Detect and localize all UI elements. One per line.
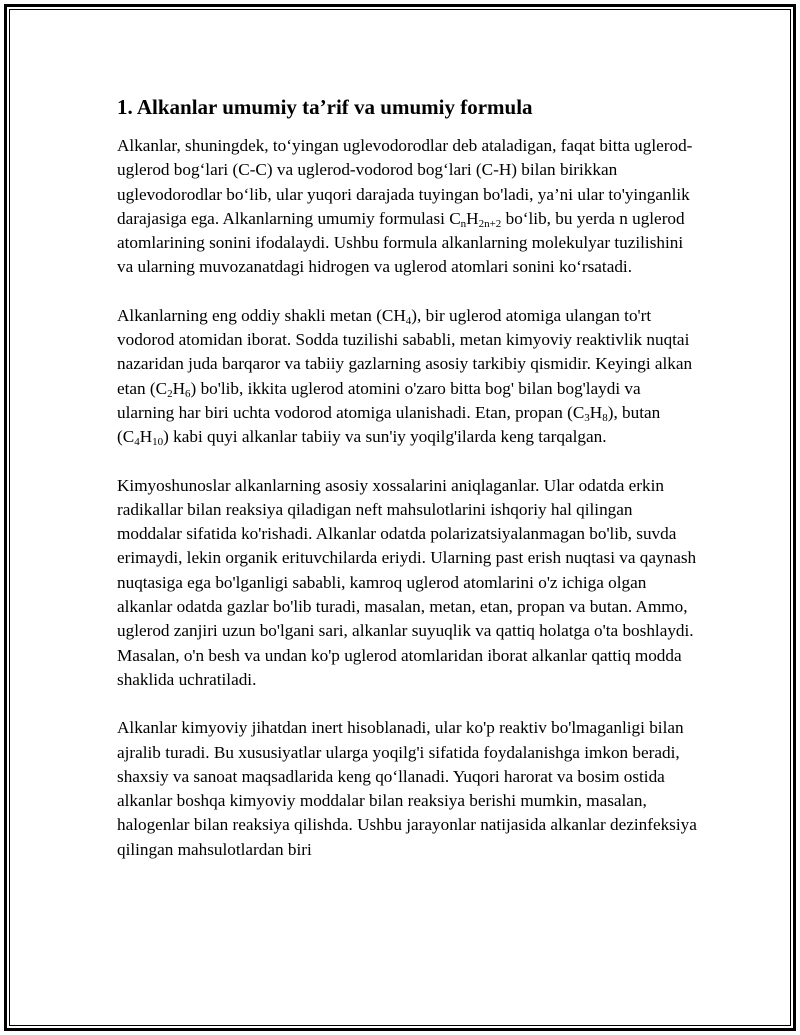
p1-text-a: Alkanlar, shuningdek, to‘yingan uglevodorodlar deb ataladigan, faqat bitta uglerod-uglerod bog‘lari (C-C) va uglerod-vodorod bog‘lari (C-H) bilan birikkan uglevodorodlar bo‘lib, ular yuqori darajada tuyingan bo'ladi, ya’ni ular to'yinganlik darajasiga ega. Alkanlarning umumiy formulasi C xyxy=(117,136,693,228)
p1-sub-2n2: 2n+2 xyxy=(478,217,502,230)
p2-text-h: ) kabi quyi alkanlar tabiiy va sun'iy yoqilg'ilarda keng tarqalgan. xyxy=(163,427,607,447)
p1-sub-n: n xyxy=(460,217,467,230)
p2-text-f: ), butan (C xyxy=(117,402,661,447)
paragraph-2 xyxy=(117,304,697,450)
p2-sub-7: 10 xyxy=(152,436,164,449)
p2-sub-5: 8 xyxy=(602,411,608,424)
p2-sub-2: 2 xyxy=(167,387,173,400)
paragraph-3: Kimyoshunoslar alkanlarning asosiy xossalarini aniqlaganlar. Ular odatda erkin radikallar bilan reaksiya qiladigan neft mahsulotlarini ishqoriy hal qilingan moddalar sifatida ko'rishadi. Alkanlar odatda polarizatsiyalanmagan bo'lib, suvda erimaydi, lekin organik erituvchilarda eriydi. Ularning past erish nuqtasi va qaynash nuqtasiga ega bo'lganligi sababli, kamroq uglerod atomlarini o'z ichiga olgan alkanlar odatda gazlar bo'lib turadi, masalan, metan, etan, propan va butan. Ammo, uglerod zanjiri uzun bo'lgani sari, alkanlar suyuqlik va qattiq holatga o'ta boshlaydi. Masalan, o'n besh va undan ko'p uglerod atomlaridan iborat alkanlar qattiq modda shaklida uchratiladi. xyxy=(117,475,697,689)
p2-text-e: H xyxy=(589,402,603,422)
p2-sub-6: 4 xyxy=(134,436,140,449)
p1-text-b: H xyxy=(466,208,479,228)
p2-text-d: ) bo'lib, ikkita uglerod atomini o'zaro bitta bog' bilan bog'laydi va ularning har biri uchta vodorod atomiga ulanishadi. Etan, propan (C xyxy=(117,378,641,422)
p2-text-g: H xyxy=(139,427,153,447)
p2-text-a: Alkanlarning eng oddiy shakli metan (CH xyxy=(117,305,406,325)
document-body xyxy=(117,92,697,886)
p2-sub-4: 3 xyxy=(584,411,590,424)
paragraph-1 xyxy=(117,134,697,280)
p1-text-c: bo‘lib, bu yerda n uglerod atomlarining sonini ifodalaydi. Ushbu formula alkanlarning molekulyar tuzilishini va ularning muvozanatdagi hidrogen va uglerod atomlari sonini ko‘rsatadi. xyxy=(117,208,685,277)
p2-sub-3: 6 xyxy=(185,387,191,400)
p2-text-b: ), bir uglerod atomiga ulangan to'rt vodorod atomidan iborat. Sodda tuzilishi sababli, metan kimyoviy reaktivlik nuqtai nazaridan juda barqaror va tabiiy gazlarning asosiy tarkibiy qismidir. Keyingi alkan etan (C xyxy=(117,305,693,398)
p2-sub-1: 4 xyxy=(405,314,412,327)
section-heading: 1. Alkanlar umumiy ta’rif va umumiy formula xyxy=(117,95,533,119)
p2-text-c: H xyxy=(172,378,186,398)
paragraph-4: Alkanlar kimyoviy jihatdan inert hisoblanadi, ular ko'p reaktiv bo'lmaganligi bilan ajralib turadi. Bu xususiyatlar ularga yoqilg'i sifatida foydalanishga imkon beradi, shaxsiy va sanoat maqsadlarida keng qo‘llanadi. Yuqori harorat va bosim ostida alkanlar boshqa kimyoviy moddalar bilan reaksiya berishi mumkin, masalan, halogenlar bilan reaksiya qilishda. Ushbu jarayonlar natijasida alkanlar dezinfeksiya qilingan mahsulotlardan biri xyxy=(117,718,697,859)
